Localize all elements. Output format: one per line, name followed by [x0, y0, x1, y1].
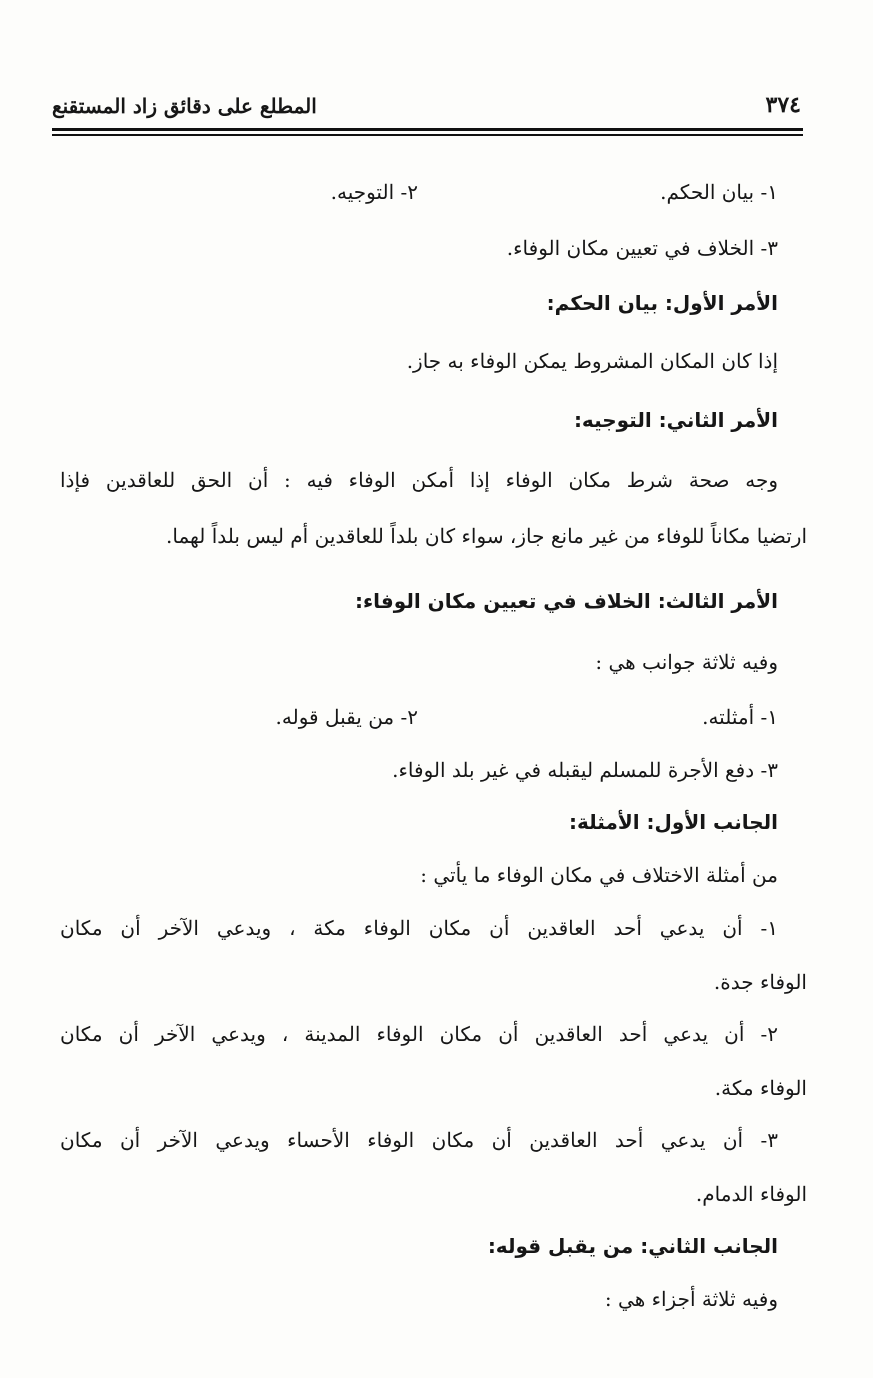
list-item: ٣- الخلاف في تعيين مكان الوفاء.	[506, 236, 778, 260]
list-item: ٢- من يقبل قوله.	[275, 705, 418, 729]
paragraph-line: وجه صحة شرط مكان الوفاء إذا أمكن الوفاء فيه : أن الحق للعاقدين فإذا	[60, 468, 778, 492]
header-rule-thin	[52, 134, 803, 136]
list-item: ١- أمثلته.	[702, 705, 778, 729]
running-header	[52, 92, 801, 124]
section-heading: الأمر الثالث: الخلاف في تعيين مكان الوفاء:	[354, 589, 778, 613]
list-item: ١- بيان الحكم.	[660, 180, 778, 204]
paragraph-line: وفيه ثلاثة أجزاء هي :	[604, 1287, 778, 1311]
list-item: ٢- التوجيه.	[330, 180, 418, 204]
paragraph-line: ارتضيا مكاناً للوفاء من غير مانع جاز، سواء كان بلداً للعاقدين أم ليس بلداً لهما.	[166, 524, 807, 548]
paragraph-line: من أمثلة الاختلاف في مكان الوفاء ما يأتي :	[420, 863, 778, 887]
paragraph-line: الوفاء الدمام.	[695, 1182, 807, 1206]
header-rule-thick	[52, 128, 803, 131]
paragraph-line: ٣- أن يدعي أحد العاقدين أن مكان الوفاء الأحساء ويدعي الآخر أن مكان	[60, 1128, 778, 1152]
list-item: ٣- دفع الأجرة للمسلم ليقبله في غير بلد الوفاء.	[392, 758, 778, 782]
section-heading: الأمر الأول: بيان الحكم:	[546, 291, 778, 315]
paragraph-line: إذا كان المكان المشروط يمكن الوفاء به جاز.	[406, 349, 778, 373]
paragraph-line: الوفاء جدة.	[713, 970, 807, 994]
running-title: المطلع على دقائق زاد المستقنع	[52, 94, 317, 118]
section-heading: الأمر الثاني: التوجيه:	[573, 408, 778, 432]
page-number: ٣٧٤	[765, 92, 801, 118]
section-heading: الجانب الثاني: من يقبل قوله:	[487, 1234, 778, 1258]
paragraph-line: ٢- أن يدعي أحد العاقدين أن مكان الوفاء المدينة ، ويدعي الآخر أن مكان	[60, 1022, 778, 1046]
paragraph-line: ١- أن يدعي أحد العاقدين أن مكان الوفاء مكة ، ويدعي الآخر أن مكان	[60, 916, 778, 940]
section-heading: الجانب الأول: الأمثلة:	[568, 810, 778, 834]
paragraph-line: وفيه ثلاثة جوانب هي :	[595, 650, 778, 674]
paragraph-line: الوفاء مكة.	[714, 1076, 807, 1100]
